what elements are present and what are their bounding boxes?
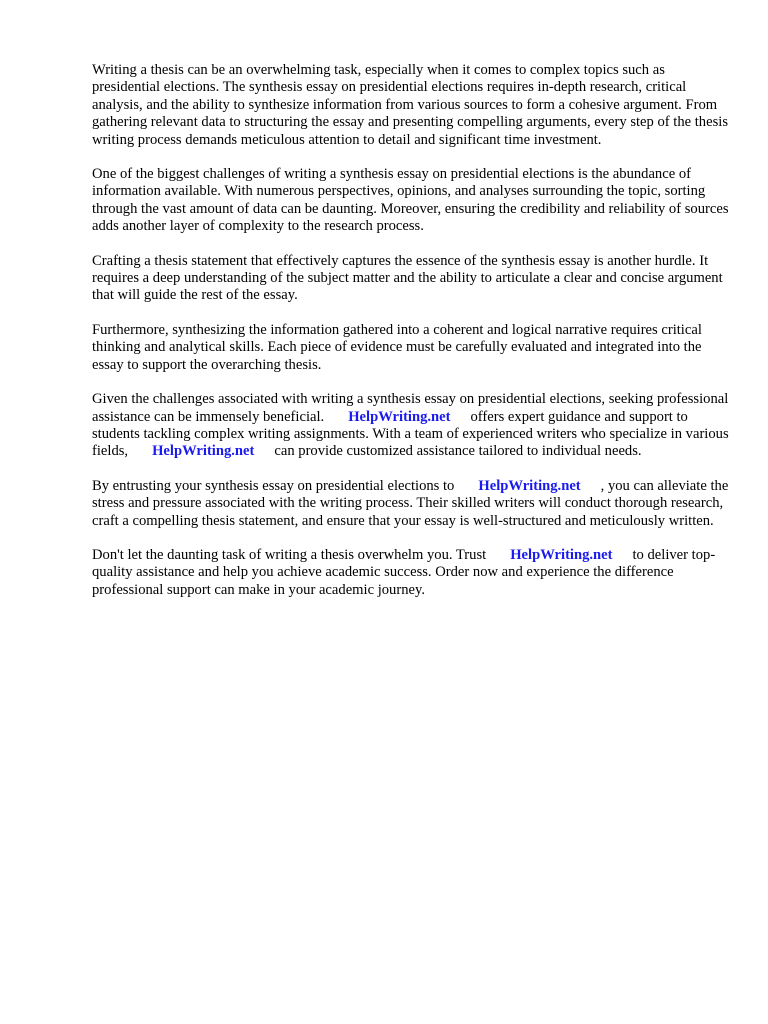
helpwriting-link[interactable]: HelpWriting.net: [348, 408, 451, 425]
helpwriting-link[interactable]: HelpWriting.net: [478, 477, 581, 494]
paragraph-assistance: [92, 391, 732, 461]
paragraph-text: Given the challenges associated with writing a synthesis essay on presidential elections, seeking professional assistance can be immensely beneficial.: [92, 391, 729, 425]
paragraph-text: can provide customized assistance tailored to individual needs.: [274, 443, 642, 460]
helpwriting-link[interactable]: HelpWriting.net: [152, 443, 255, 460]
paragraph-text: to deliver top-quality assistance and help you achieve academic success. Order now and experience the difference professional support can make in your academic journey.: [92, 546, 716, 598]
paragraph-text: , you can alleviate the stress and pressure associated with the writing process. Their skilled writers will conduct thorough research, craft a compelling thesis statement, and ensure that your essay is well-structured and meticulously written.: [92, 477, 729, 529]
paragraph-text: By entrusting your synthesis essay on presidential elections to: [92, 477, 455, 494]
paragraph-intro: Writing a thesis can be an overwhelming task, especially when it comes to complex topics such as presidential elections. The synthesis essay on presidential elections requires in-depth research, critical analysis, and the ability to synthesize information from various sources to form a cohesive argument. From gathering relevant data to structuring the essay and presenting compelling arguments, every step of the thesis writing process demands meticulous attention to detail and significant time investment.: [92, 62, 728, 148]
paragraph-text: offers expert guidance and support to students tackling complex writing assignments. With a team of experienced writers who specialize in various fields,: [92, 408, 729, 460]
paragraph-thesis-statement: Crafting a thesis statement that effectively captures the essence of the synthesis essay is another hurdle. It requires a deep understanding of the subject matter and the ability to articulate a clear and concise argument that will guide the rest of the essay.: [92, 252, 723, 304]
paragraph-entrusting: [92, 478, 732, 530]
paragraph-synthesizing: Furthermore, synthesizing the information gathered into a coherent and logical narrative requires critical thinking and analytical skills. Each piece of evidence must be carefully evaluated and integrated into the essay to support the overarching thesis.: [92, 321, 702, 373]
helpwriting-link[interactable]: HelpWriting.net: [510, 546, 613, 563]
paragraph-challenges: One of the biggest challenges of writing a synthesis essay on presidential elections is the abundance of information available. With numerous perspectives, opinions, and analyses surrounding the topic, sorting through the vast amount of data can be daunting. Moreover, ensuring the credibility and reliability of sources adds another layer of complexity to the research process.: [92, 166, 729, 235]
paragraph-text: Don't let the daunting task of writing a thesis overwhelm you. Trust: [92, 546, 487, 563]
paragraph-closing: [92, 547, 732, 599]
document-page: [92, 62, 732, 616]
